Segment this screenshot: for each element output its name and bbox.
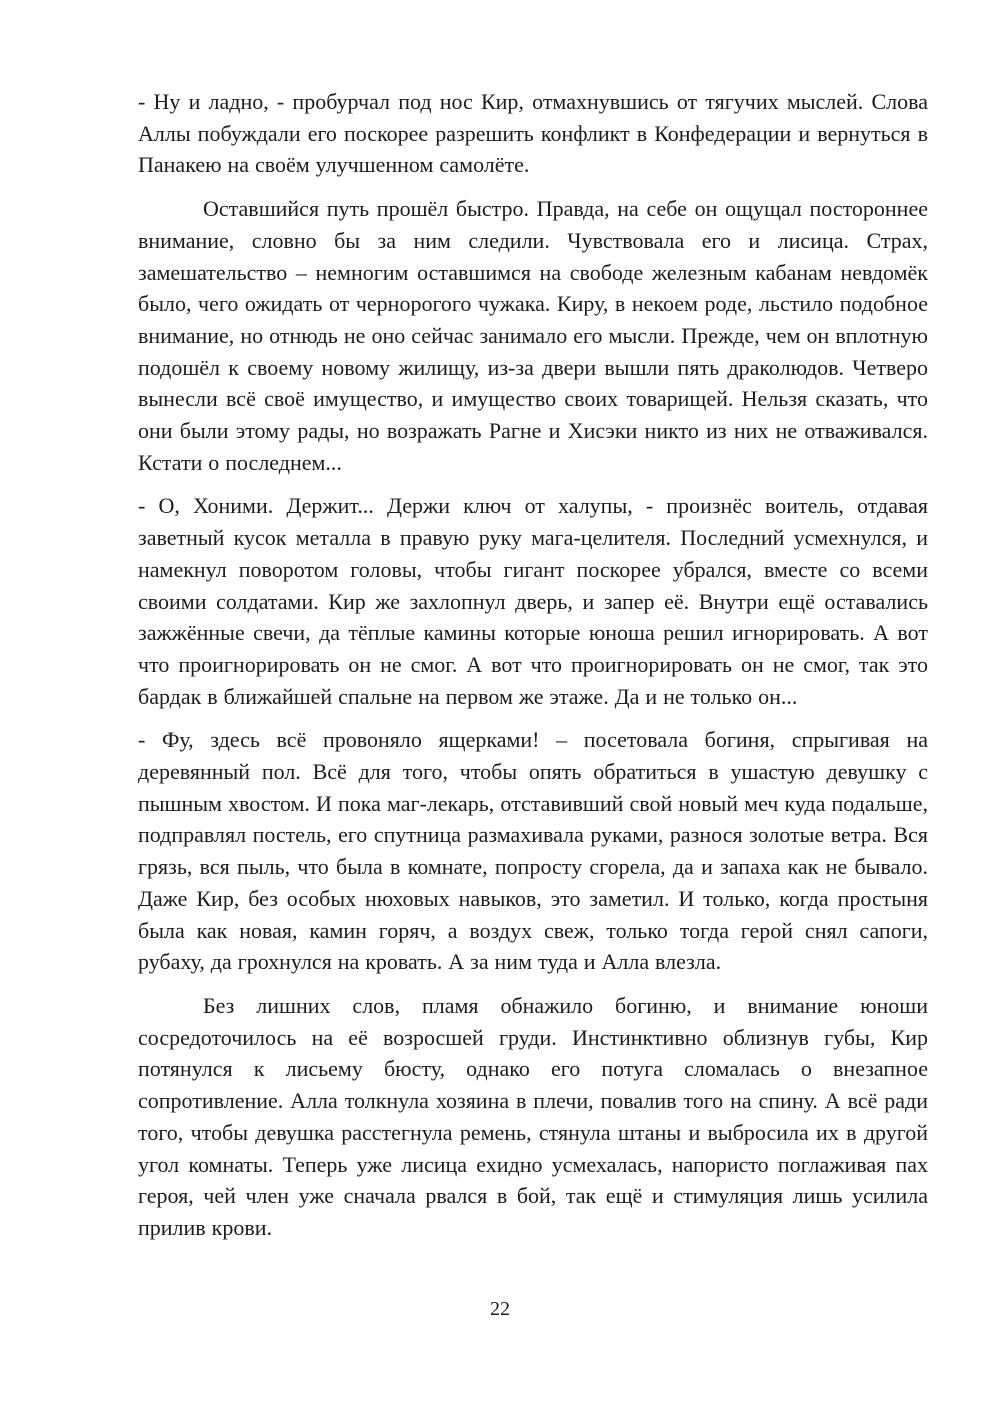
paragraph-1: - Ну и ладно, - пробурчал под нос Кир, отмахнувшись от тягучих мыслей. Слова Аллы побуждали его поскорее разрешить конфликт в Конфедерации и вернуться в Панакею на своём улучшенном самолёте. bbox=[138, 89, 928, 178]
paragraph-3: - О, Хоними. Держит... Держи ключ от халупы, - произнёс воитель, отдавая заветный кусок металла в правую руку мага-целителя. Последний усмехнулся, и намекнул поворотом головы, чтобы гигант поскорее убрался, вместе со всеми своими солдатами. Кир же захлопнул дверь, и запер её. Внутри ещё оставались зажжённые свечи, да тёплые камины которые юноша решил игнорировать. А вот что проигнорировать он не смог. А вот что проигнорировать он не смог, так это бардак в ближайшей спальне на первом же этаже. Да и не только он... bbox=[138, 493, 928, 709]
paragraph-5: Без лишних слов, пламя обнажило богиню, и внимание юноши сосредоточилось на её возросшей груди. Инстинктивно облизнув губы, Кир потянулся к лисьему бюсту, однако его потуга сломалась о внезапное сопротивление. Алла толкнула хозяина в плечи, повалив того на спину. А всё ради того, чтобы девушка расстегнула ремень, стянула штаны и выбросила их в другой угол комнаты. Теперь уже лисица ехидно усмехалась, напористо поглаживая пах героя, чей член уже сначала рвался в бой, так ещё и стимуляция лишь усилила прилив крови. bbox=[138, 992, 928, 1240]
page-number: 22 bbox=[490, 1298, 510, 1320]
paragraph-2: Оставшийся путь прошёл быстро. Правда, на себе он ощущал постороннее внимание, словно бы за ним следили. Чувствовала его и лисица. Страх, замешательство – немногим оставшимся на свободе железным кабанам невдомёк было, чего ожидать от чернорогого чужака. Киру, в некоем роде, льстило подобное внимание, но отнюдь не оно сейчас занимало его мысли. Прежде, чем он вплотную подошёл к своему новому жилищу, из-за двери вышли пять драколюдов. Четверо вынесли всё своё имущество, и имущество своих товарищей. Нельзя сказать, что они были этому рады, но возражать Рагне и Хисэки никто из них не отваживался. Кстати о последнем... bbox=[138, 196, 928, 475]
paragraph-4: - Фу, здесь всё провоняло ящерками! – посетовала богиня, спрыгивая на деревянный пол. Всё для того, чтобы опять обратиться в ушастую девушку с пышным хвостом. И пока маг-лекарь, отставивший свой новый меч куда подальше, подправлял постель, его спутница размахивала руками, разнося золотые ветра. Вся грязь, вся пыль, что была в комнате, попросту сгорела, да и запаха как не бывало. Даже Кир, без особых нюховых навыков, это заметил. И только, когда простыня была как новая, камин горяч, а воздух свеж, только тогда герой снял сапоги, рубаху, да грохнулся на кровать. А за ним туда и Алла влезла. bbox=[138, 727, 928, 975]
text-content bbox=[138, 86, 928, 1256]
